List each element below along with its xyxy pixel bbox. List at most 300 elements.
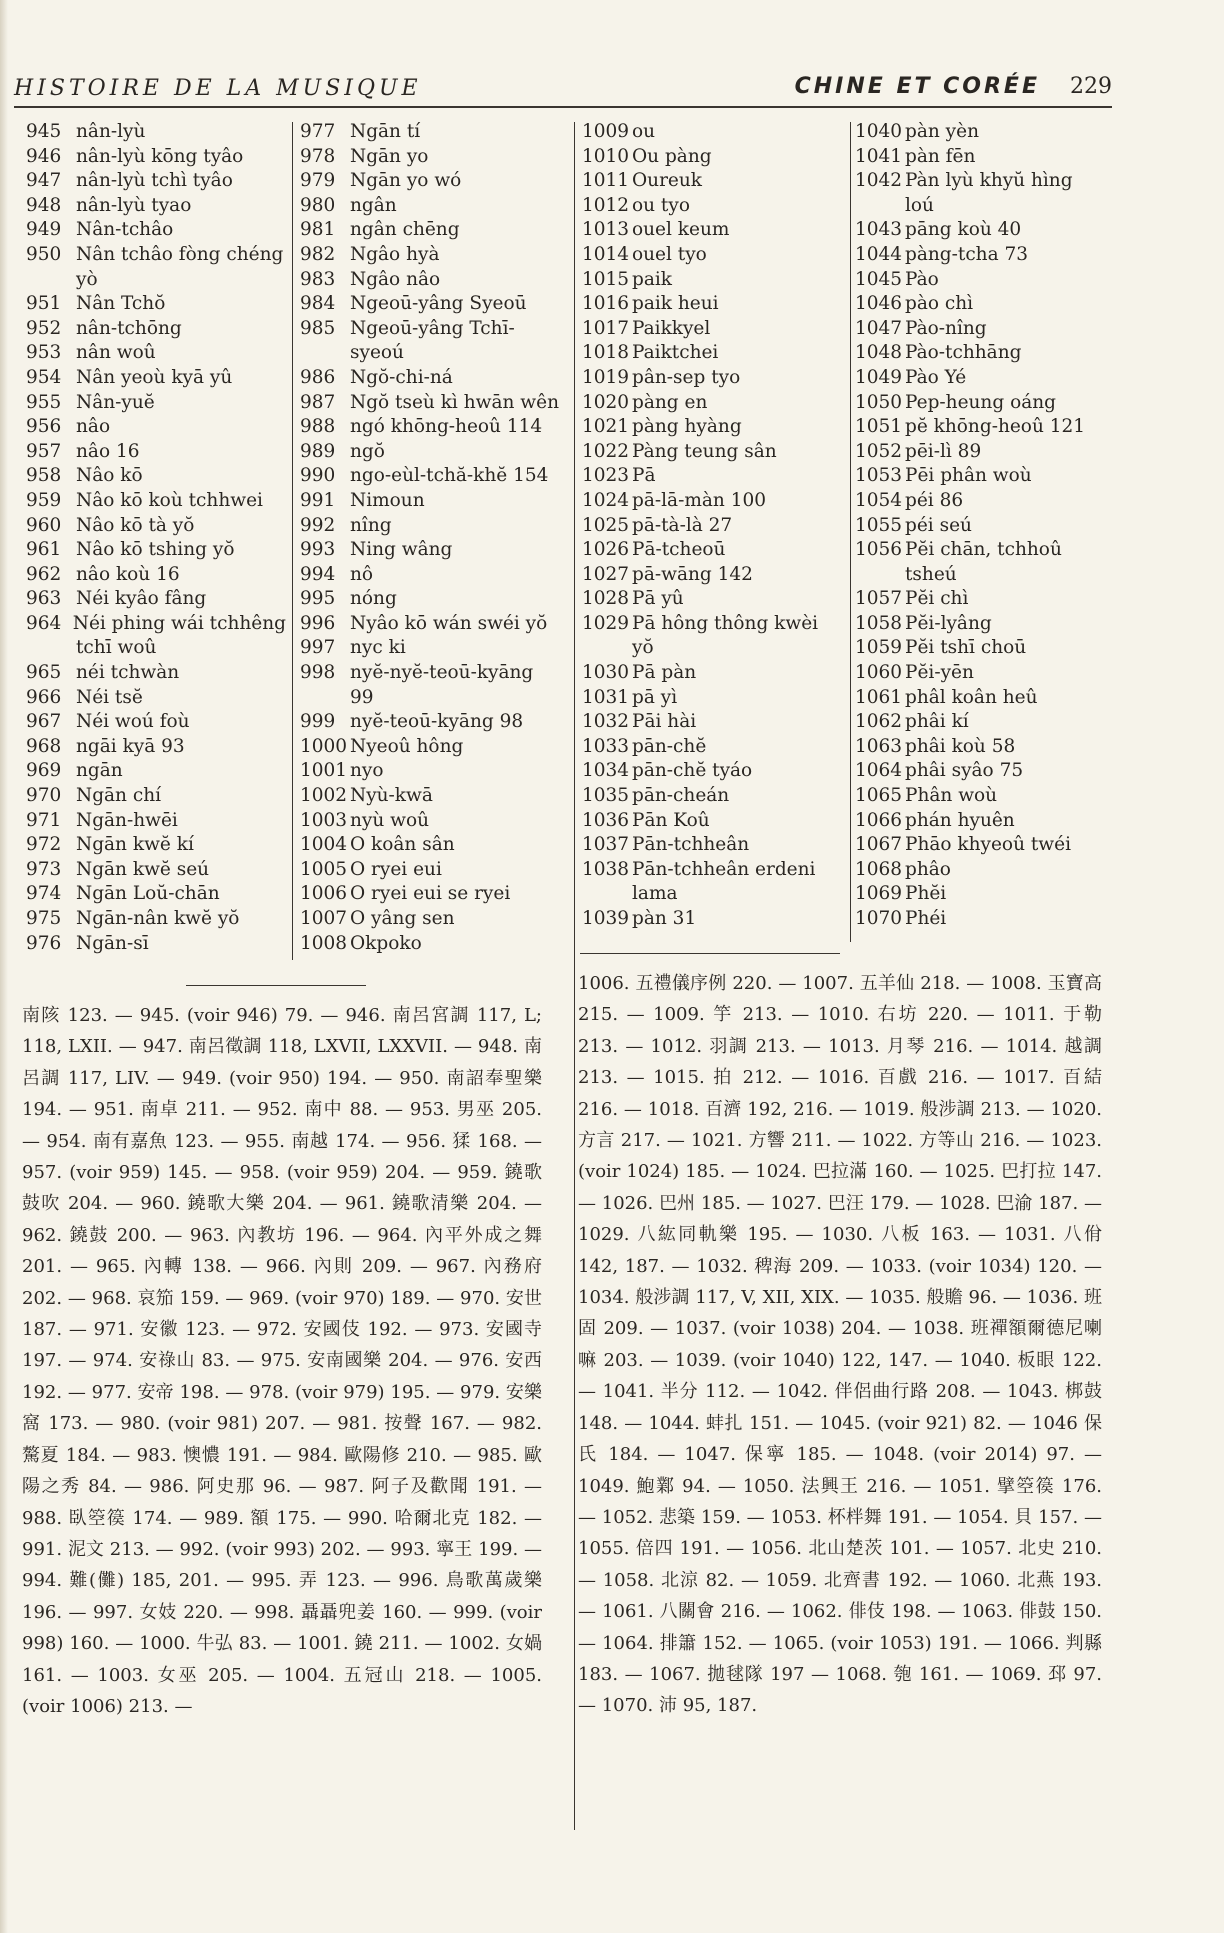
column-divider <box>850 122 851 942</box>
entry-term: pĕ khōng-heoû 121 <box>905 416 1086 438</box>
index-entry <box>582 194 850 219</box>
entry-term: pā-lā-màn 100 <box>632 489 766 511</box>
entry-number: 993 <box>300 539 336 561</box>
entry-term: O koân sân <box>350 834 455 856</box>
index-entry <box>26 735 286 760</box>
entry-term: Paikkyel <box>632 317 711 339</box>
entry-term: Ngŏ tseù kì hwān wên <box>350 391 560 413</box>
index-entry <box>300 587 562 612</box>
entry-number: 1023 <box>582 465 630 487</box>
entry-number: 1052 <box>855 440 903 462</box>
entry-term: ngân <box>350 194 397 216</box>
entry-term: Ngān kwĕ kí <box>76 834 194 856</box>
entry-number: 1015 <box>582 268 630 290</box>
entry-term: Pĕi-yēn <box>905 662 974 684</box>
entry-number: 1013 <box>582 219 630 241</box>
index-entry <box>26 932 286 957</box>
entry-term: Nâo kō <box>76 465 143 487</box>
entry-number: 992 <box>300 514 336 536</box>
entry-number: 1030 <box>582 662 630 684</box>
entry-number: 972 <box>26 834 62 856</box>
entry-term: nâo <box>76 416 111 438</box>
index-entry <box>582 120 850 145</box>
entry-term: Ou pàng <box>632 145 712 167</box>
entry-term: phâi kí <box>905 711 969 733</box>
index-entry <box>582 489 850 514</box>
index-entry <box>26 587 286 612</box>
entry-term: nô <box>350 563 374 585</box>
entry-term: pān-chĕ tyáo <box>632 760 753 782</box>
entry-term: ouel keum <box>632 219 730 241</box>
entry-number: 954 <box>26 366 62 388</box>
index-entry <box>582 317 850 342</box>
entry-term: nân woû <box>76 342 156 364</box>
entry-term: Néi kyâo fâng <box>76 588 207 610</box>
page-edge <box>0 0 8 1933</box>
entry-number: 984 <box>300 293 336 315</box>
entry-term: Pā yû <box>632 588 684 610</box>
index-entry <box>300 317 562 342</box>
entry-number: 1019 <box>582 366 630 388</box>
index-entry <box>855 169 1117 194</box>
entry-number: 978 <box>300 145 336 167</box>
entry-term: ngŏ <box>350 440 385 462</box>
index-entry <box>300 661 562 686</box>
entry-number: 975 <box>26 908 62 929</box>
entry-term: Ngān yo wó <box>350 170 462 192</box>
index-entry <box>300 710 562 735</box>
index-entry <box>300 882 562 907</box>
entry-term: Pào <box>905 268 939 290</box>
entry-term: Ngān-hwēi <box>76 809 178 831</box>
entry-number: 1033 <box>582 735 630 757</box>
index-entry <box>300 366 562 391</box>
entry-term: péi 86 <box>905 489 964 511</box>
entry-number: 979 <box>300 170 336 192</box>
entry-term: Pā hông thông kwèi <box>632 612 819 634</box>
entry-number: 1026 <box>582 539 630 561</box>
index-entry <box>582 612 850 637</box>
entry-term: Ngeoū-yâng Tchī- <box>350 317 515 339</box>
entry-number: 1007 <box>300 908 348 929</box>
entry-term: nyĕ-nyĕ-teoū-kyāng <box>350 662 534 684</box>
index-entry <box>582 686 850 711</box>
entry-number: 977 <box>300 121 336 142</box>
entry-term: pàng hyàng <box>632 416 742 438</box>
entry-number: 999 <box>300 711 336 733</box>
index-entry <box>582 341 850 366</box>
entry-term: Ngeoū-yâng Syeoū <box>350 293 527 315</box>
entry-term: Pĕi chān, tchhoû <box>905 539 1062 561</box>
entry-term: loú <box>905 194 934 216</box>
index-entry <box>582 292 850 317</box>
entry-term: Pào-tchhāng <box>905 342 1022 364</box>
entry-term: Pēi phân woù <box>905 465 1032 487</box>
entry-number: 950 <box>26 243 62 265</box>
entry-term: Pāi hài <box>632 711 697 733</box>
index-entry <box>26 833 286 858</box>
entry-term: Pā-tcheoū <box>632 539 726 561</box>
chinese-characters-notes-right <box>578 968 1102 1722</box>
index-entry <box>26 317 286 342</box>
index-entry <box>26 366 286 391</box>
entry-number: 957 <box>26 440 62 462</box>
entry-term: pân-sep tyo <box>632 366 741 388</box>
entry-term: Néi phing wái tchhêng <box>72 612 286 634</box>
entry-number: 989 <box>300 440 336 462</box>
entry-number: 1032 <box>582 711 630 733</box>
index-entry <box>26 612 286 637</box>
entry-number: 1037 <box>582 834 630 856</box>
index-entry <box>26 243 286 268</box>
column-divider <box>574 122 575 1830</box>
entry-number: 965 <box>26 662 62 684</box>
index-entry <box>582 514 850 539</box>
index-entry <box>26 169 286 194</box>
entry-number: 971 <box>26 809 62 831</box>
entry-term: Paiktchei <box>632 342 719 364</box>
entry-number: 1050 <box>855 391 903 413</box>
entry-number: 1056 <box>855 539 903 561</box>
entry-number: 1027 <box>582 563 630 585</box>
entry-term: Pào-nîng <box>905 317 987 339</box>
entry-number: 1011 <box>582 170 630 192</box>
index-entry <box>582 661 850 686</box>
index-entry <box>582 882 850 907</box>
index-entry <box>300 907 562 932</box>
index-entry <box>300 809 562 834</box>
entry-term: Ngān tí <box>350 121 421 142</box>
index-entry <box>26 292 286 317</box>
chinese-characters-notes-left <box>22 1000 542 1722</box>
index-entry <box>855 759 1117 784</box>
entry-term: Pàng teung sân <box>632 440 777 462</box>
entry-term: nân-tchōng <box>76 317 182 339</box>
entry-term: phâl koân heû <box>905 686 1038 708</box>
entry-term: pā-tà-là 27 <box>632 514 733 536</box>
index-column-3 <box>582 120 850 932</box>
entry-term: Nyâo kō wán swéi yŏ <box>350 612 548 634</box>
index-entry <box>855 341 1117 366</box>
entry-number: 1038 <box>582 858 630 880</box>
entry-term: nân-lyù kōng tyâo <box>76 145 244 167</box>
index-entry <box>300 759 562 784</box>
index-entry <box>855 464 1117 489</box>
entry-number: 980 <box>300 194 336 216</box>
entry-number: 948 <box>26 194 62 216</box>
index-entry <box>855 784 1117 809</box>
entry-term: Néi tsĕ <box>76 686 143 708</box>
entry-term: Pān-tchheân erdeni <box>632 858 816 880</box>
entry-term: nyo <box>350 760 384 782</box>
index-entry <box>855 686 1117 711</box>
index-entry <box>26 858 286 883</box>
entry-number: 996 <box>300 612 336 634</box>
entry-term: Phân woù <box>905 785 998 807</box>
entry-number: 986 <box>300 366 336 388</box>
index-entry <box>300 268 562 293</box>
entry-number: 1064 <box>855 760 903 782</box>
entry-term: nân-lyù tyao <box>76 194 192 216</box>
entry-term: pān-chĕ <box>632 735 707 757</box>
index-entry <box>300 194 562 219</box>
index-entry <box>26 784 286 809</box>
entry-term: ngān <box>76 760 123 782</box>
entry-number: 964 <box>26 612 62 634</box>
index-entry <box>855 415 1117 440</box>
entry-number: 956 <box>26 416 62 438</box>
entry-term: Pào Yé <box>905 366 967 388</box>
index-entry <box>855 710 1117 735</box>
index-entry <box>855 194 1117 219</box>
entry-term: paik <box>632 268 672 290</box>
entry-term: pàn yèn <box>905 121 979 142</box>
index-entry <box>855 292 1117 317</box>
entry-term: Nyù-kwā <box>350 785 433 807</box>
index-entry <box>582 391 850 416</box>
entry-term: Phāo khyeoû twéi <box>905 834 1072 856</box>
entry-number: 1001 <box>300 760 348 782</box>
entry-term: pàng-tcha 73 <box>905 243 1029 265</box>
entry-number: 974 <box>26 883 62 905</box>
entry-term: lama <box>632 883 678 905</box>
index-entry <box>855 514 1117 539</box>
entry-term: Ngān-nân kwĕ yŏ <box>76 908 240 929</box>
entry-number: 981 <box>300 219 336 241</box>
entry-number: 1016 <box>582 293 630 315</box>
entry-term: péi seú <box>905 514 972 536</box>
page-number: 229 <box>1070 74 1112 99</box>
entry-number: 1002 <box>300 785 348 807</box>
entry-term: Nân-yuĕ <box>76 391 155 413</box>
entry-number: 976 <box>26 932 62 954</box>
entry-number: 1058 <box>855 612 903 634</box>
index-entry <box>855 858 1117 883</box>
index-entry <box>855 317 1117 342</box>
entry-term: phâi koù 58 <box>905 735 1016 757</box>
entry-number: 1035 <box>582 785 630 807</box>
entry-number: 963 <box>26 588 62 610</box>
entry-term: ouel tyo <box>632 243 707 265</box>
entry-number: 966 <box>26 686 62 708</box>
index-entry <box>582 366 850 391</box>
index-entry <box>300 686 562 711</box>
index-entry <box>582 440 850 465</box>
entry-term: Nâo kō tshing yŏ <box>76 539 235 561</box>
index-entry <box>855 882 1117 907</box>
index-entry <box>855 391 1117 416</box>
entry-term: phâi syâo 75 <box>905 760 1024 782</box>
index-entry <box>26 415 286 440</box>
entry-number: 1068 <box>855 858 903 880</box>
entry-term: Ngān-sī <box>76 932 149 954</box>
index-entry <box>300 858 562 883</box>
entry-term: nîng <box>350 514 392 536</box>
index-entry <box>26 194 286 219</box>
index-entry <box>300 145 562 170</box>
entry-term: ngo-eùl-tchă-khĕ 154 <box>350 465 549 487</box>
index-entry <box>26 391 286 416</box>
index-entry <box>855 563 1117 588</box>
entry-number: 951 <box>26 293 62 315</box>
index-entry <box>300 784 562 809</box>
entry-term: Nân Tchŏ <box>76 293 166 315</box>
entry-number: 1029 <box>582 612 630 634</box>
entry-term: Néi woú foù <box>76 711 190 733</box>
index-column-2 <box>300 120 562 956</box>
index-entry <box>26 514 286 539</box>
entry-number: 990 <box>300 465 336 487</box>
entry-term: Ngâo nâo <box>350 268 441 290</box>
entry-number: 946 <box>26 145 62 167</box>
index-entry <box>582 784 850 809</box>
index-entry <box>582 809 850 834</box>
entry-term: Okpoko <box>350 932 422 954</box>
header-chapter-title: CHINE ET CORÉE <box>794 74 1040 99</box>
entry-term: ngāi kyā 93 <box>76 735 185 757</box>
index-entry <box>300 391 562 416</box>
entry-term: yŏ <box>632 637 654 659</box>
index-entry <box>26 809 286 834</box>
entry-number: 961 <box>26 539 62 561</box>
entry-term: Phéi <box>905 908 947 929</box>
entry-number: 952 <box>26 317 62 339</box>
index-entry <box>582 833 850 858</box>
entry-term: ngân chēng <box>350 219 460 241</box>
entry-term: O ryei eui se ryei <box>350 883 511 905</box>
entry-number: 1010 <box>582 145 630 167</box>
entry-term: 99 <box>350 686 374 708</box>
entry-number: 991 <box>300 489 336 511</box>
entry-number: 1031 <box>582 686 630 708</box>
entry-term: Pĕi-lyâng <box>905 612 992 634</box>
index-entry <box>582 735 850 760</box>
entry-term: Pā pàn <box>632 662 697 684</box>
entry-number: 987 <box>300 391 336 413</box>
entry-number: 994 <box>300 563 336 585</box>
index-entry <box>855 833 1117 858</box>
index-entry <box>26 759 286 784</box>
index-entry <box>855 268 1117 293</box>
entry-number: 1069 <box>855 883 903 905</box>
index-entry <box>26 661 286 686</box>
entry-term: nân-lyù tchì tyâo <box>76 170 233 192</box>
entry-term: Ngān chí <box>76 785 162 807</box>
entry-term: Ngŏ-chi-ná <box>350 366 453 388</box>
index-entry <box>582 710 850 735</box>
entry-number: 997 <box>300 637 336 659</box>
index-entry <box>26 218 286 243</box>
entry-term: nân-lyù <box>76 121 146 142</box>
entry-term: nóng <box>350 588 397 610</box>
entry-number: 960 <box>26 514 62 536</box>
entry-number: 1041 <box>855 145 903 167</box>
entry-term: Phĕi <box>905 883 947 905</box>
entry-number: 1045 <box>855 268 903 290</box>
entry-number: 970 <box>26 785 62 807</box>
entry-number: 1051 <box>855 416 903 438</box>
entry-term: O yâng sen <box>350 908 455 929</box>
index-column-4 <box>855 120 1117 932</box>
index-entry <box>582 169 850 194</box>
index-entry <box>26 882 286 907</box>
entry-number: 1046 <box>855 293 903 315</box>
entry-number: 1025 <box>582 514 630 536</box>
entry-number: 1063 <box>855 735 903 757</box>
entry-number: 1036 <box>582 809 630 831</box>
entry-number: 1065 <box>855 785 903 807</box>
index-entry <box>26 464 286 489</box>
header-book-title: HISTOIRE DE LA MUSIQUE <box>14 76 422 101</box>
index-entry <box>26 341 286 366</box>
index-entry <box>300 636 562 661</box>
entry-number: 1024 <box>582 489 630 511</box>
entry-term: phán hyuên <box>905 809 1015 831</box>
index-entry <box>300 932 562 957</box>
index-entry <box>582 907 850 932</box>
entry-term: Nimoun <box>350 489 425 511</box>
index-entry <box>855 661 1117 686</box>
entry-number: 1066 <box>855 809 903 831</box>
index-entry <box>855 366 1117 391</box>
notes-right-text: 1006. 五禮儀序例 220. — 1007. 五羊仙 218. — 1008. 玉寶高 215. — 1009. 竽 213. — 1010. 右坊 220. — 1011. 于勒 213. — 1012. 羽調 213. — 1013. 月琴 216. — 1014. 越調 213. — 1015. 拍 212. — 1016. 百戲 216. — 1017. 百結 216. — 1018. 百濟 192, 216. — 1019. 般涉調 213. — 1020. 方言 217. — 1021. 方響 211. — 1022. 方等山 216. — 1023. (voir 1024) 185. — 1024. 巴拉滿 160. — 1025. 巴打拉 147. — 1026. 巴州 185. — 1027. 巴汪 179. — 1028. 巴渝 187. — 1029. 八紘同軌樂 195. — 1030. 八板 163. — 1031. 八佾 142, 187. — 1032. 稗海 209. — 1033. (voir 1034) 120. — 1034. 般涉調 117, V, XII, XIX. — 1035. 般贍 96. — 1036. 班固 209. — 1037. (voir 1038) 204. — 1038. 班禪額爾德尼喇嘛 203. — 1039. (voir 1040) 122, 147. — 1040. 板眼 122. — 1041. 半分 112. — 1042. 伴侶曲行路 208. — 1043. 梆鼓 148. — 1044. 蚌扎 151. — 1045. (voir 921) 82. — 1046 保氏 184. — 1047. 保寧 185. — 1048. (voir 2014) 97. — 1049. 鮑鄴 94. — 1050. 法興王 216. — 1051. 擘箜篌 176. — 1052. 悲築 159. — 1053. 杯柈舞 191. — 1054. 貝 157. — 1055. 倍四 191. — 1056. 北山楚茨 101. — 1057. 北史 210. — 1058. 北涼 82. — 1059. 北齊書 192. — 1060. 北燕 193. — 1061. 八關會 216. — 1062. 俳伎 198. — 1063. 俳鼓 150. — 1064. 排簫 152. — 1065. (voir 1053) 191. — 1066. 判縣 183. — 1067. 拋毬隊 197 — 1068. 匏 161. — 1069. 邳 97. — 1070. 沛 95, 187. <box>578 973 1102 1717</box>
entry-number: 1049 <box>855 366 903 388</box>
entry-number: 1021 <box>582 416 630 438</box>
entry-number: 962 <box>26 563 62 585</box>
index-entry <box>26 489 286 514</box>
index-entry <box>582 563 850 588</box>
index-entry <box>26 710 286 735</box>
index-entry <box>300 169 562 194</box>
index-entry <box>855 120 1117 145</box>
entry-number: 1008 <box>300 932 348 954</box>
index-entry <box>855 243 1117 268</box>
index-entry <box>300 514 562 539</box>
index-entry <box>855 907 1117 932</box>
entry-term: yò <box>76 268 98 290</box>
entry-number: 1018 <box>582 342 630 364</box>
entry-number: 949 <box>26 219 62 241</box>
entry-number: 1053 <box>855 465 903 487</box>
entry-number: 1006 <box>300 883 348 905</box>
entry-term: Ngān Loŭ-chān <box>76 883 220 905</box>
entry-term: Ngâo hyà <box>350 243 440 265</box>
entry-number: 988 <box>300 416 336 438</box>
index-entry <box>26 686 286 711</box>
index-entry <box>300 120 562 145</box>
index-entry <box>26 907 286 932</box>
entry-term: nyc ki <box>350 637 406 659</box>
entry-number: 1055 <box>855 514 903 536</box>
entry-number: 1047 <box>855 317 903 339</box>
entry-term: pào chì <box>905 293 974 315</box>
entry-number: 973 <box>26 858 62 880</box>
index-entry <box>582 268 850 293</box>
entry-term: Nân-tchâo <box>76 219 174 241</box>
index-entry <box>26 120 286 145</box>
index-entry <box>582 538 850 563</box>
entry-term: Nân tchâo fòng chéng <box>76 243 284 265</box>
index-entry <box>26 440 286 465</box>
index-entry <box>300 563 562 588</box>
index-entry <box>855 587 1117 612</box>
entry-number: 1012 <box>582 194 630 216</box>
entry-number: 1022 <box>582 440 630 462</box>
entry-number: 1028 <box>582 588 630 610</box>
entry-term: nâo 16 <box>76 440 140 462</box>
entry-term: Oureuk <box>632 170 702 192</box>
index-entry <box>300 218 562 243</box>
